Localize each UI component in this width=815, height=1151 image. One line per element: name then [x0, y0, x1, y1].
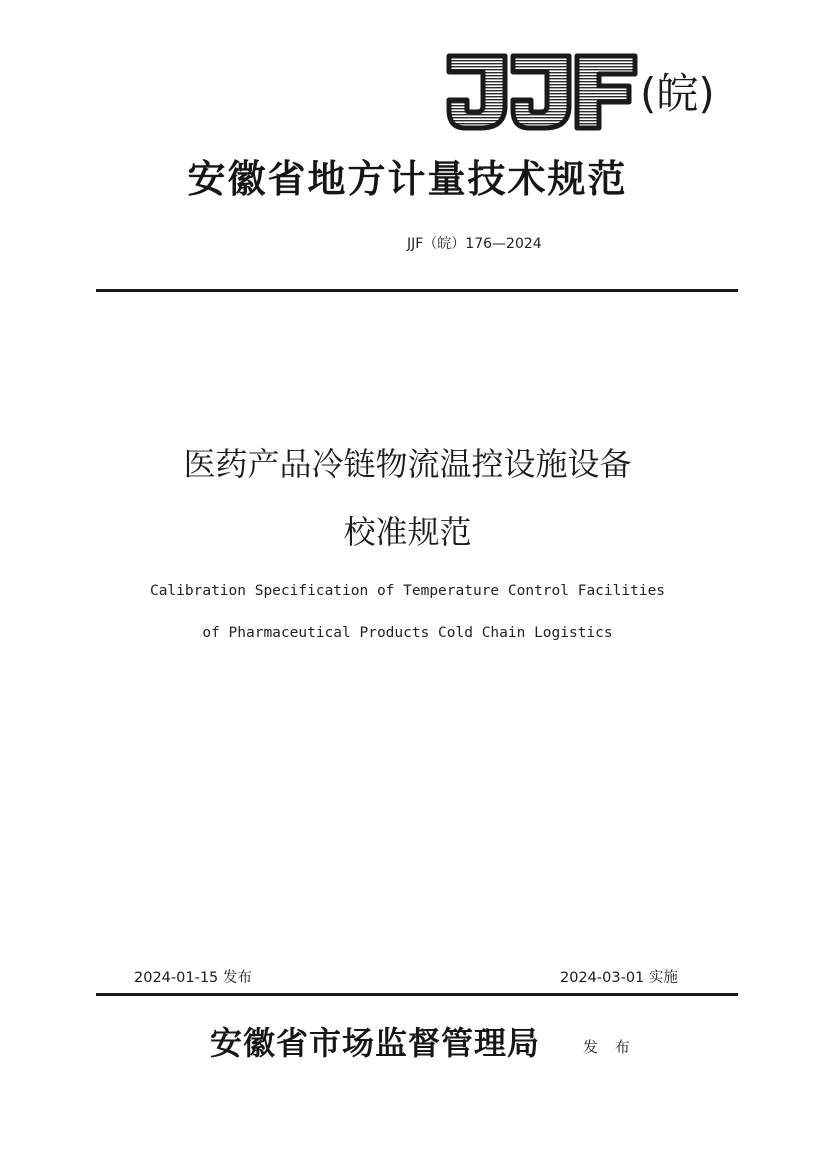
title-english-line-1: Calibration Specification of Temperature Control Facilities	[149, 583, 666, 599]
bottom-divider	[96, 993, 738, 996]
standard-code: JJF（皖）176—2024	[407, 236, 542, 252]
title-chinese-line-1: 医药产品冷链物流温控设施设备	[183, 445, 632, 483]
logo-province-suffix: (皖)	[640, 69, 715, 118]
title-english-line-2: of Pharmaceutical Products Cold Chain Logistics	[202, 625, 613, 641]
issue-date: 2024-01-15 发布	[134, 970, 252, 986]
logo-letter-f	[577, 56, 635, 128]
logo-letter-j1	[449, 56, 505, 128]
top-divider	[96, 289, 738, 292]
title-chinese-line-2: 校准规范	[343, 513, 472, 551]
logo-letter-j2	[513, 56, 569, 128]
issuing-authority: 安徽省市场监督管理局	[210, 1024, 541, 1062]
jjf-logo-graphic	[443, 48, 643, 134]
implementation-date: 2024-03-01 实施	[560, 970, 678, 986]
issuing-authority-suffix: 发 布	[583, 1038, 636, 1056]
standard-type-heading: 安徽省地方计量技术规范	[187, 156, 628, 201]
